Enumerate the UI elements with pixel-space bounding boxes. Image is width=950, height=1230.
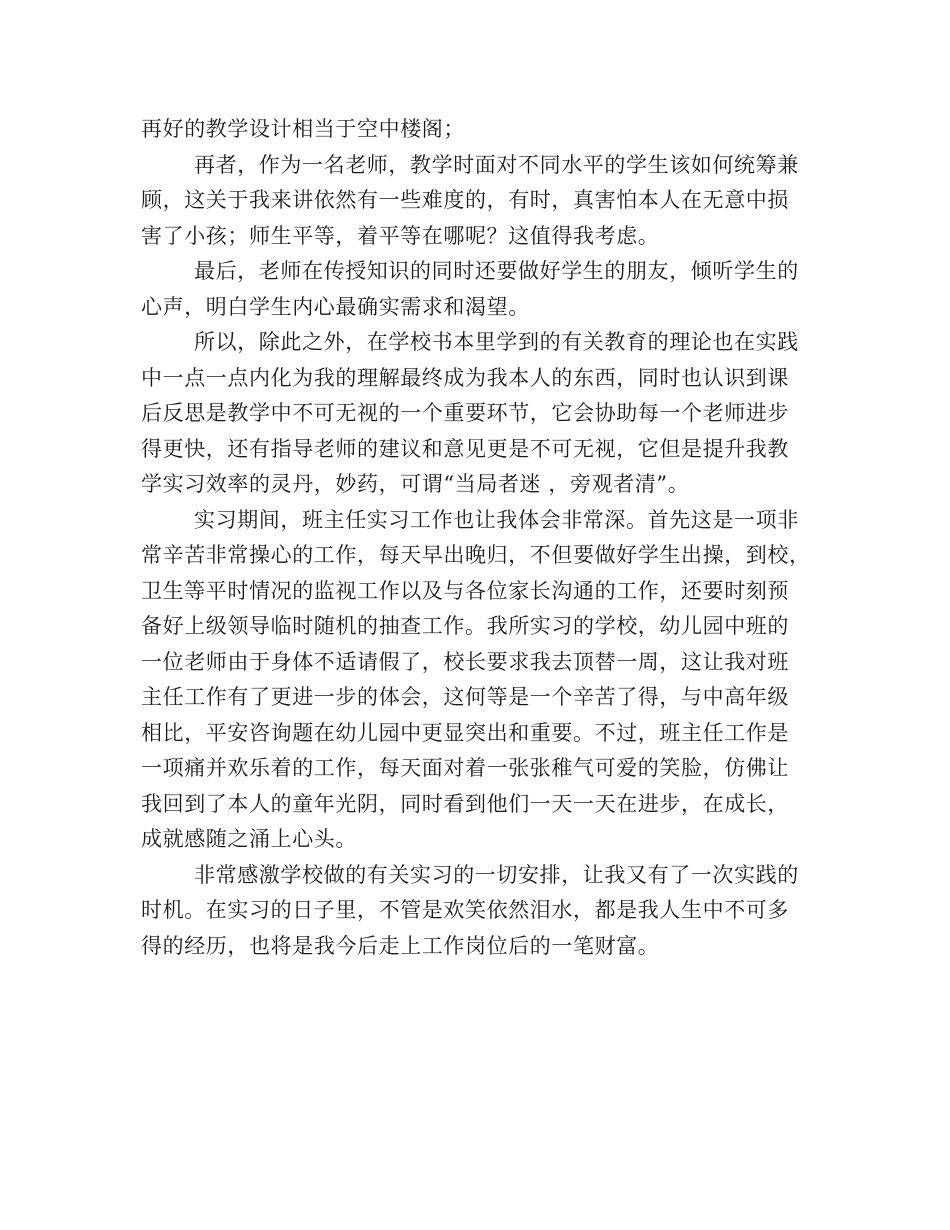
- text-line: 主任工作有了更进一步的体会，这何等是一个辛苦了得，与中高年级: [141, 685, 789, 709]
- text-line: 顾，这关于我来讲依然有一些难度的，有时，真害怕本人在无意中损: [141, 188, 789, 212]
- text-line: 时机。在实习的日子里，不管是欢笑依然泪水，都是我人生中不可多: [141, 898, 789, 922]
- text-line: 非常感激学校做的有关实习的一切安排，让我又有了一次实践的: [194, 862, 799, 887]
- document-body: [141, 112, 817, 964]
- text-line: 得更快，还有指导老师的建议和意见更是不可无视，它但是提升我教: [141, 436, 789, 461]
- text-line: 我回到了本人的童年光阴，同时看到他们一天一天在进步，在成长，: [141, 791, 789, 816]
- text-line: 中一点一点内化为我的理解最终成为我本人的东西，同时也认识到课: [141, 365, 789, 390]
- text-line: 最后，老师在传授知识的同时还要做好学生的朋友，倾听学生的: [194, 259, 799, 283]
- text-line: 一位老师由于身体不适请假了，校长要求我去顶替一周，这让我对班: [141, 649, 789, 674]
- text-line: 得的经历，也将是我今后走上工作岗位后的一笔财富。: [141, 933, 660, 958]
- text-line: 心声，明白学生内心最确实需求和渴望。: [141, 294, 530, 319]
- text-line: 成就感随之涌上心头。: [141, 827, 357, 851]
- text-line: 所以，除此之外，在学校书本里学到的有关教育的理论也在实践: [194, 330, 799, 354]
- text-line: 学实习效率的灵丹，妙药，可谓“当局者迷 ，旁观者清”。: [141, 472, 690, 496]
- text-line: 常辛苦非常操心的工作，每天早出晚归，不但要做好学生出操，到校，: [141, 543, 811, 567]
- text-line: 再者，作为一名老师，教学时面对不同水平的学生该如何统筹兼: [194, 152, 799, 177]
- text-line: 卫生等平时情况的监视工作以及与各位家长沟通的工作，还要时刻预: [141, 578, 789, 603]
- text-line: 实习期间，班主任实习工作也让我体会非常深。首先这是一项非: [194, 507, 799, 532]
- text-line: 再好的教学设计相当于空中楼阁；: [141, 117, 465, 141]
- text-line: 一项痛并欢乐着的工作，每天面对着一张张稚气可爱的笑脸，仿佛让: [141, 756, 789, 780]
- text-line: 害了小孩；师生平等，着平等在哪呢？这值得我考虑。: [141, 223, 660, 248]
- text-line: 后反思是教学中不可无视的一个重要环节，它会协助每一个老师进步: [141, 401, 789, 425]
- text-line: 备好上级领导临时随机的抽查工作。我所实习的学校，幼儿园中班的: [141, 614, 789, 638]
- text-line: 相比，平安咨询题在幼儿园中更显突出和重要。不过，班主任工作是: [141, 720, 789, 745]
